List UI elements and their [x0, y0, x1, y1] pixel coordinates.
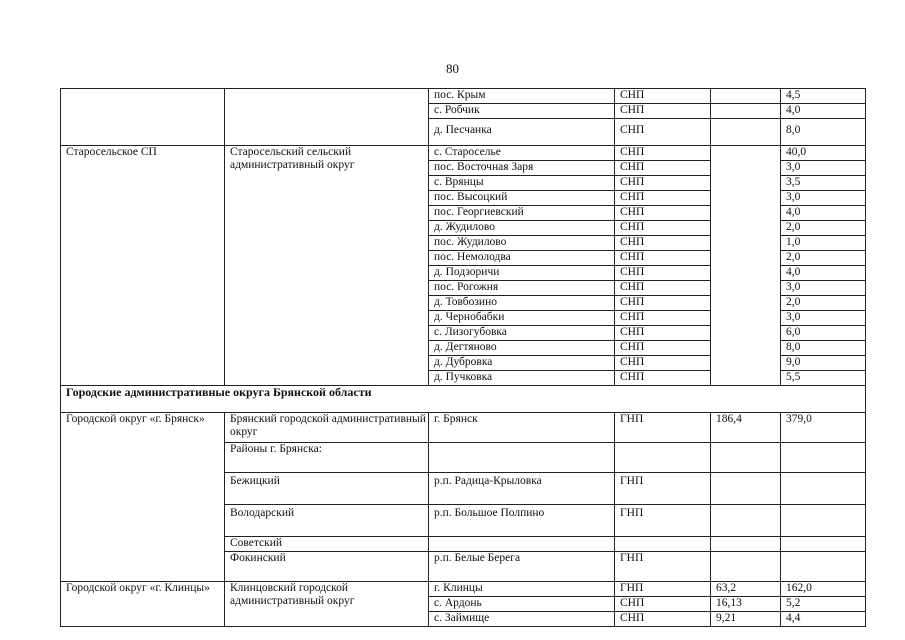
area-cell: 63,2 [711, 582, 781, 597]
section-title: Городские административные округа Брянской области [61, 386, 866, 413]
settlement-cell: р.п. Белые Берега [429, 552, 615, 582]
empty-cell [781, 443, 866, 473]
empty-cell [429, 443, 615, 473]
type-cell: СНП [615, 251, 711, 266]
settlement-cell: пос. Восточная Заря [429, 161, 615, 176]
type-cell: ГНП [615, 582, 711, 597]
value-cell: 40,0 [781, 146, 866, 161]
settlement-cell: пос. Высоцкий [429, 191, 615, 206]
value-cell: 2,0 [781, 221, 866, 236]
page-number: 80 [446, 61, 459, 76]
value-cell: 3,0 [781, 191, 866, 206]
settlement-cell: с. Займище [429, 612, 615, 627]
value-cell: 5,5 [781, 371, 866, 386]
table-row [61, 146, 866, 161]
settlement-cell: р.п. Большое Полпино [429, 505, 615, 537]
empty-cell [711, 443, 781, 473]
empty-cell [781, 537, 866, 552]
type-cell: СНП [615, 281, 711, 296]
type-cell: СНП [615, 311, 711, 326]
settlement-cell: д. Товбозино [429, 296, 615, 311]
settlement-cell: с. Ардонь [429, 597, 615, 612]
empty-cell [711, 537, 781, 552]
settlement-cell: д. Песчанка [429, 119, 615, 146]
settlement-cell: пос. Немолодва [429, 251, 615, 266]
type-cell: СНП [615, 236, 711, 251]
area-cell: 9,21 [711, 612, 781, 627]
type-cell: СНП [615, 597, 711, 612]
empty-cell [711, 505, 781, 537]
districts-header: Районы г. Брянска: [225, 443, 429, 473]
type-cell: СНП [615, 221, 711, 236]
type-cell: СНП [615, 104, 711, 119]
settlement-cell: с. Староселье [429, 146, 615, 161]
district-cell: Старосельский сельский административный округ [225, 146, 429, 386]
value-cell: 4,0 [781, 266, 866, 281]
table-row [61, 413, 866, 443]
value-cell: 1,0 [781, 236, 866, 251]
table-row [61, 582, 866, 597]
value-cell: 3,0 [781, 311, 866, 326]
value-cell: 4,5 [781, 89, 866, 104]
type-cell: СНП [615, 89, 711, 104]
municipality-cell: Городской округ «г. Клинцы» [61, 582, 225, 627]
value-cell: 162,0 [781, 582, 866, 597]
value-cell: 2,0 [781, 296, 866, 311]
district-cell [225, 89, 429, 146]
value-cell: 8,0 [781, 119, 866, 146]
type-cell [615, 537, 711, 552]
type-cell: СНП [615, 191, 711, 206]
settlement-cell: пос. Рогожня [429, 281, 615, 296]
settlement-cell: д. Дубровка [429, 356, 615, 371]
empty-cell [781, 473, 866, 505]
type-cell: СНП [615, 356, 711, 371]
district-name-cell: Советский [225, 537, 429, 552]
empty-cell [711, 552, 781, 582]
settlement-cell: д. Пучковка [429, 371, 615, 386]
value-cell: 4,4 [781, 612, 866, 627]
value-cell: 379,0 [781, 413, 866, 443]
type-cell: СНП [615, 176, 711, 191]
value-cell: 4,0 [781, 104, 866, 119]
value-cell: 3,0 [781, 281, 866, 296]
type-cell: ГНП [615, 413, 711, 443]
type-cell: СНП [615, 206, 711, 221]
empty-cell [781, 505, 866, 537]
settlement-cell: г. Клинцы [429, 582, 615, 597]
district-name-cell: Бежицкий [225, 473, 429, 505]
settlement-cell: с. Робчик [429, 104, 615, 119]
settlement-cell: пос. Георгиевский [429, 206, 615, 221]
settlement-cell: р.п. Радица-Крыловка [429, 473, 615, 505]
type-cell: СНП [615, 612, 711, 627]
type-cell: СНП [615, 161, 711, 176]
value-cell: 6,0 [781, 326, 866, 341]
type-cell: СНП [615, 326, 711, 341]
settlement-cell: д. Жудилово [429, 221, 615, 236]
district-name-cell: Володарский [225, 505, 429, 537]
value-cell: 3,5 [781, 176, 866, 191]
empty-cell [615, 443, 711, 473]
settlement-cell: д. Чернобабки [429, 311, 615, 326]
municipality-cell: Городской округ «г. Брянск» [61, 413, 225, 582]
value-cell: 4,0 [781, 206, 866, 221]
value-cell: 9,0 [781, 356, 866, 371]
settlement-cell: д. Дегтяново [429, 341, 615, 356]
settlement-cell [429, 537, 615, 552]
municipality-cell: Старосельское СП [61, 146, 225, 386]
value-cell: 5,2 [781, 597, 866, 612]
district-cell: Клинцовский городской административный округ [225, 582, 429, 627]
empty-cell [781, 552, 866, 582]
value-cell: 2,0 [781, 251, 866, 266]
value-cell: 8,0 [781, 341, 866, 356]
type-cell: СНП [615, 371, 711, 386]
settlements-table [60, 88, 866, 627]
settlement-cell: пос. Крым [429, 89, 615, 104]
settlement-cell: пос. Жудилово [429, 236, 615, 251]
area-cell [711, 146, 781, 386]
area-cell: 16,13 [711, 597, 781, 612]
settlement-cell: с. Врянцы [429, 176, 615, 191]
district-name-cell: Фокинский [225, 552, 429, 582]
district-cell: Брянский городской административный округ [225, 413, 429, 443]
settlement-cell: с. Лизогубовка [429, 326, 615, 341]
type-cell: ГНП [615, 552, 711, 582]
type-cell: ГНП [615, 505, 711, 537]
type-cell: СНП [615, 341, 711, 356]
table-row [61, 89, 866, 104]
area-cell [711, 104, 781, 119]
settlement-cell: г. Брянск [429, 413, 615, 443]
type-cell: СНП [615, 146, 711, 161]
settlement-cell: д. Подзоричи [429, 266, 615, 281]
area-cell [711, 89, 781, 104]
empty-cell [711, 473, 781, 505]
type-cell: ГНП [615, 473, 711, 505]
type-cell: СНП [615, 296, 711, 311]
area-cell [711, 119, 781, 146]
municipality-cell [61, 89, 225, 146]
section-row [61, 386, 866, 413]
type-cell: СНП [615, 119, 711, 146]
type-cell: СНП [615, 266, 711, 281]
value-cell: 3,0 [781, 161, 866, 176]
area-cell: 186,4 [711, 413, 781, 443]
